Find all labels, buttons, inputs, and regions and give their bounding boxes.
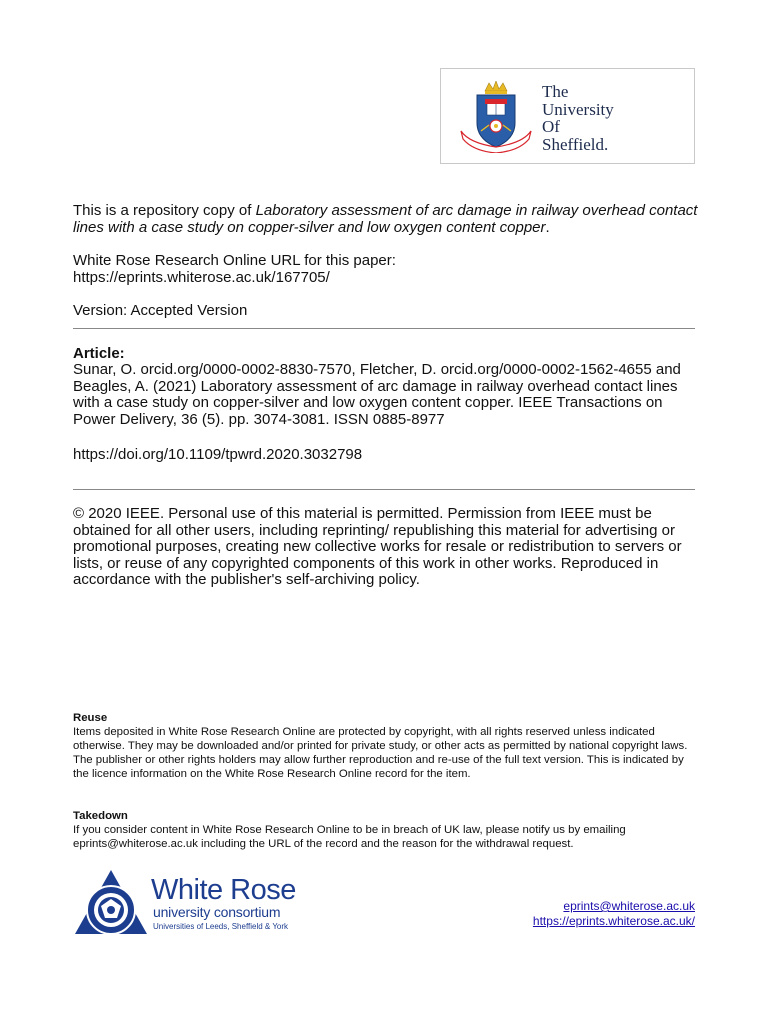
paper-title: Laboratory assessment of arc damage in railway overhead contact lines with a case study on copper-silver and low oxygen content copper [73,202,698,236]
article-heading: Article: [73,345,125,362]
white-rose-subtitle: university consortium [153,904,281,920]
university-crest-icon [459,81,533,153]
repository-intro: This is a repository copy of [73,202,256,219]
article-doi: https://doi.org/10.1109/tpwrd.2020.3032798 [73,446,363,463]
university-logo [440,68,695,164]
reuse-text: Items deposited in White Rose Research Online are protected by copyright, with all rights reserved unless indicated otherwise. They may be downloaded and/or printed for private study, or other acts as permitted by national copyright laws. The publisher or other rights holders may allow further reproduction and re-use of the full text version. This is indicated by the licence information on the White Rose Research Online record for the item. [73,726,688,780]
website-link[interactable]: https://eprints.whiterose.ac.uk/ [532,913,695,928]
email-link[interactable]: eprints@whiterose.ac.uk [563,899,695,913]
university-name: The University Of Sheffield. [542,82,614,154]
reuse-heading: Reuse [73,712,108,724]
white-rose-title: White Rose [151,874,296,906]
white-rose-logo [73,868,303,938]
divider [73,489,695,490]
takedown-text: If you consider content in White Rose Research Online to be in breach of UK law, please notify us by emailing eprints@whiterose.ac.uk including the URL of the record and the reason for the withdrawal request. [73,824,626,850]
white-rose-universities: Universities of Leeds, Sheffield & York [153,922,289,931]
article-citation: Sunar, O. orcid.org/0000-0002-8830-7570, Fletcher, D. orcid.org/0000-0002-1562-4655 and Beagles, A. (2021) Laboratory assessment of arc damage in railway overhead contact lines with a case study on copper-silver and low oxygen content copper. IEEE Transactions on Power Delivery, 36 (5). pp. 3074-3081. ISSN 0885-8977 [73,361,681,428]
paper-url: https://eprints.whiterose.ac.uk/167705/ [73,269,330,286]
divider [73,328,695,329]
repository-statement [73,203,698,236]
repository-end: . [545,218,550,236]
url-label: White Rose Research Online URL for this paper: [73,252,396,269]
takedown-heading: Takedown [73,810,128,822]
white-rose-emblem-icon [73,868,149,938]
copyright-notice: © 2020 IEEE. Personal use of this material is permitted. Permission from IEEE must be obtained for all other users, including reprinting/ republishing this material for advertising or promotional purposes, creating new collective works for resale or redistribution to servers or lists, or reuse of any copyrighted components of this work in other works. Reproduced in accordance with the publisher's self-archiving policy. [73,505,682,588]
version-text: Version: Accepted Version [73,302,248,319]
contact-links [533,899,695,928]
